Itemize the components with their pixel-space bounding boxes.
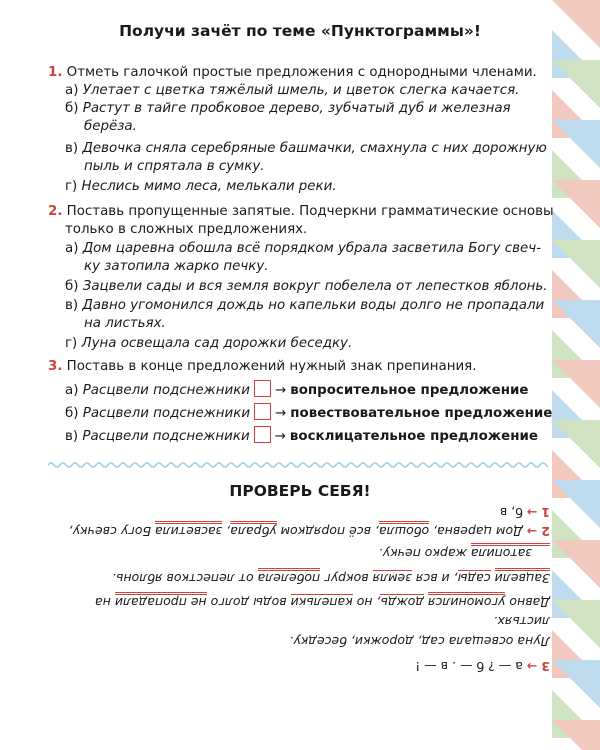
item-text: Растут в тайге пробковое дерево, зубчатый дуб и железная (82, 101, 511, 116)
item-label: г) (65, 179, 78, 194)
task-3-prompt (48, 358, 477, 376)
predicate: убрала (230, 521, 276, 539)
check-title: ПРОВЕРЬ СЕБЯ! (229, 482, 371, 500)
predicate: угомонился (428, 592, 505, 610)
answer-text: а — ? б — . в — ! (415, 659, 523, 674)
task-1-item-a (65, 82, 519, 100)
answer-2-line-3 (40, 570, 550, 587)
text (424, 595, 428, 610)
page-title: Получи зачёт по теме «Пунктограммы»! (119, 22, 481, 40)
task-2-prompt-cont: только в сложных предложениях. (65, 222, 308, 237)
text: Давно (505, 595, 550, 610)
answer-2-line-6: Луна освещала сад, дорожки, беседку. (289, 634, 550, 649)
item-label: б) (65, 406, 79, 421)
subject: капельки (290, 595, 353, 610)
answer-2-line-5: листьях. (493, 614, 550, 629)
answer-3 (40, 658, 550, 675)
answer-box[interactable] (254, 426, 271, 443)
arrow-icon: → (526, 524, 538, 539)
answer-1 (40, 504, 550, 521)
task-3-item-c (65, 426, 538, 446)
predicate: побелела (258, 568, 321, 586)
item-label: а) (65, 383, 79, 398)
task-1-item-b (65, 100, 511, 118)
text: , (429, 524, 438, 539)
text: , и вся (411, 571, 458, 586)
wavy-divider (48, 460, 548, 470)
task-2-prompt-text: Поставь пропущенные запятые. Подчеркни грамматические основы (66, 204, 554, 219)
task-1-item-c-cont: пыль и спрятала в сумку. (84, 159, 265, 174)
sentence-type: восклицательное предложение (289, 429, 538, 444)
task-1-prompt-text: Отметь галочкой простые предложения с однородными членами. (66, 65, 537, 80)
item-text: Дом царевна обошла всё порядком убрала засветила Богу свеч- (82, 241, 542, 256)
item-text: Луна освещала сад дорожки беседку. (81, 336, 353, 351)
item-text: Давно угомонился дождь но капельки воды долго не пропадали (82, 298, 545, 313)
item-label: а) (65, 241, 79, 256)
task-2-item-b (65, 278, 548, 296)
task-3-number: 3. (48, 359, 63, 374)
answer-2-line-4 (40, 594, 550, 611)
answer-text: б, в (499, 505, 523, 520)
task-2-item-a-cont: ку затопила жарко печку. (84, 259, 269, 274)
arrow-icon: → (526, 505, 538, 520)
subject: сады (457, 571, 491, 586)
task-2-item-d (65, 335, 352, 353)
item-text: Неслись мимо леса, мелькали реки. (81, 179, 337, 194)
item-label: в) (65, 429, 79, 444)
answer-number: 3 (541, 659, 550, 674)
answer-number: 1 (541, 505, 550, 520)
answer-box[interactable] (254, 380, 271, 397)
task-1-prompt (48, 64, 537, 82)
arrow-icon: → (274, 429, 286, 444)
answer-number: 2 (541, 524, 550, 539)
answers-upside-down (40, 505, 550, 677)
item-text: Улетает с цветка тяжёлый шмель, и цветок слегка качается. (82, 83, 520, 98)
decorative-triangle-stripe (552, 0, 600, 750)
arrow-icon: → (274, 383, 287, 398)
item-text: Зацвели сады и вся земля вокруг побелела от лепестков яблонь. (82, 279, 548, 294)
text: воды долго (206, 595, 291, 610)
item-label: б) (65, 279, 79, 294)
text: Богу свечку, (68, 524, 155, 539)
item-sentence: Расцвели подснежники (82, 429, 250, 444)
item-label: б) (65, 101, 79, 116)
task-1-number: 1. (48, 65, 63, 80)
subject: земля (372, 571, 412, 586)
text: от лепестков яблонь. (112, 571, 258, 586)
sentence-type: повествовательное предложение (290, 406, 553, 421)
predicate: затопила (471, 543, 550, 561)
task-3-prompt-text: Поставь в конце предложений нужный знак препинания. (66, 359, 477, 374)
predicate: обошла (379, 521, 429, 539)
text: , всё порядком (276, 524, 379, 539)
task-2-item-a (65, 240, 541, 258)
item-sentence: Расцвели подснежники (82, 406, 251, 421)
subject: дождь (380, 595, 425, 610)
predicate: засветила (155, 521, 222, 539)
predicate: не пропадали (115, 592, 207, 610)
subject: Дом царевна (437, 524, 523, 539)
item-sentence: Расцвели подснежники (82, 383, 250, 398)
task-2-item-c (65, 297, 544, 315)
item-label: а) (65, 83, 79, 98)
predicate: Зацвели (495, 568, 550, 586)
item-text: Девочка сняла серебряные башмачки, смахнула с них дорожную (82, 141, 547, 156)
text: на (95, 595, 115, 610)
item-label: в) (65, 141, 79, 156)
text: вокруг (320, 571, 373, 586)
task-2-number: 2. (48, 204, 63, 219)
task-1-item-d (65, 178, 337, 196)
text (491, 571, 495, 586)
arrow-icon: → (275, 406, 287, 421)
text: жарко печку. (378, 546, 471, 561)
answer-2-line-2 (40, 545, 550, 562)
task-3-item-b (65, 403, 552, 423)
answer-box[interactable] (254, 403, 271, 420)
task-3-item-a (65, 380, 528, 400)
sentence-type: вопросительное предложение (290, 383, 529, 398)
arrow-icon: → (526, 659, 538, 674)
task-1-item-b-cont: берёза. (84, 119, 137, 134)
text: , но (352, 595, 381, 610)
item-label: г) (65, 336, 78, 351)
task-1-item-c (65, 140, 547, 158)
task-2-item-c-cont: на листьях. (84, 316, 166, 331)
text: , (222, 524, 231, 539)
task-2-prompt (48, 203, 554, 221)
item-label: в) (65, 298, 79, 313)
answer-2-line-1 (40, 523, 550, 540)
